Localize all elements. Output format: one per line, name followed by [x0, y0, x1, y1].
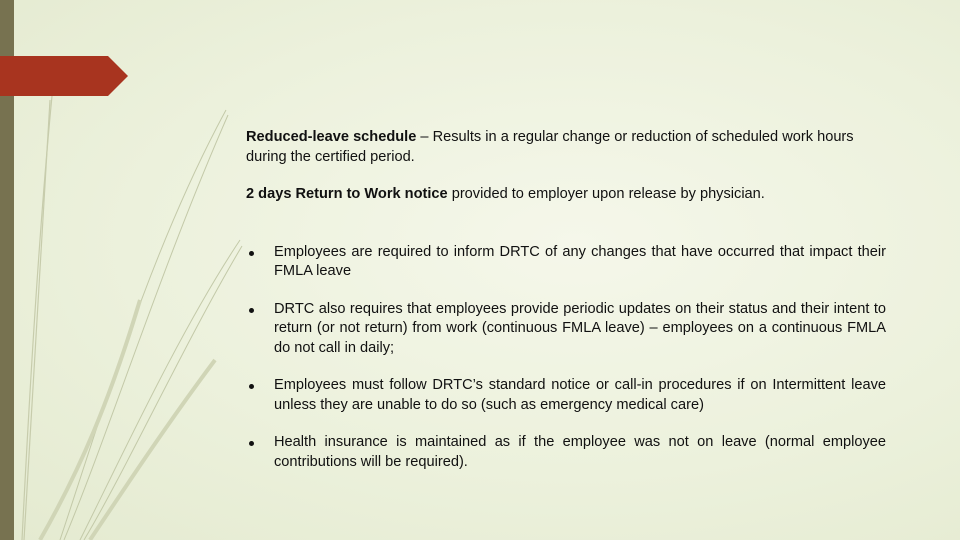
bullet-item — [246, 376, 886, 415]
bullet-text: Health insurance is maintained as if the employee was not on leave (normal employee contributions will be required). — [274, 434, 886, 470]
bullet-text: DRTC also requires that employees provide periodic updates on their status and their intent to return (or not return) from work (continuous FMLA leave) – employees on a continuous FMLA do not call in daily; — [274, 300, 886, 356]
bullet-dot-icon — [249, 251, 254, 256]
bullet-dot-icon — [249, 384, 254, 389]
bullet-item — [246, 433, 886, 472]
reduced-leave-heading: Reduced-leave schedule — [246, 129, 417, 145]
return-to-work-heading: 2 days Return to Work notice — [246, 186, 448, 202]
bullet-text: Employees are required to inform DRTC of any changes that have occurred that impact their FMLA leave — [274, 243, 886, 279]
bullet-list — [246, 243, 886, 473]
slide-content — [246, 128, 886, 490]
return-to-work-text: provided to employer upon release by physician. — [447, 186, 765, 202]
accent-arrow-shape — [0, 56, 128, 96]
return-to-work-paragraph — [246, 185, 886, 205]
reduced-leave-text: – Results in a regular change or reduction of scheduled work hours during the certified period. — [246, 129, 854, 165]
bullet-item — [246, 243, 886, 282]
bullet-dot-icon — [249, 441, 254, 446]
bullet-item — [246, 300, 886, 359]
bullet-text: Employees must follow DRTC’s standard notice or call-in procedures if on Intermittent leave unless they are unable to do so (such as emergency medical care) — [274, 377, 886, 413]
bullet-dot-icon — [249, 308, 254, 313]
reduced-leave-paragraph — [246, 128, 886, 167]
